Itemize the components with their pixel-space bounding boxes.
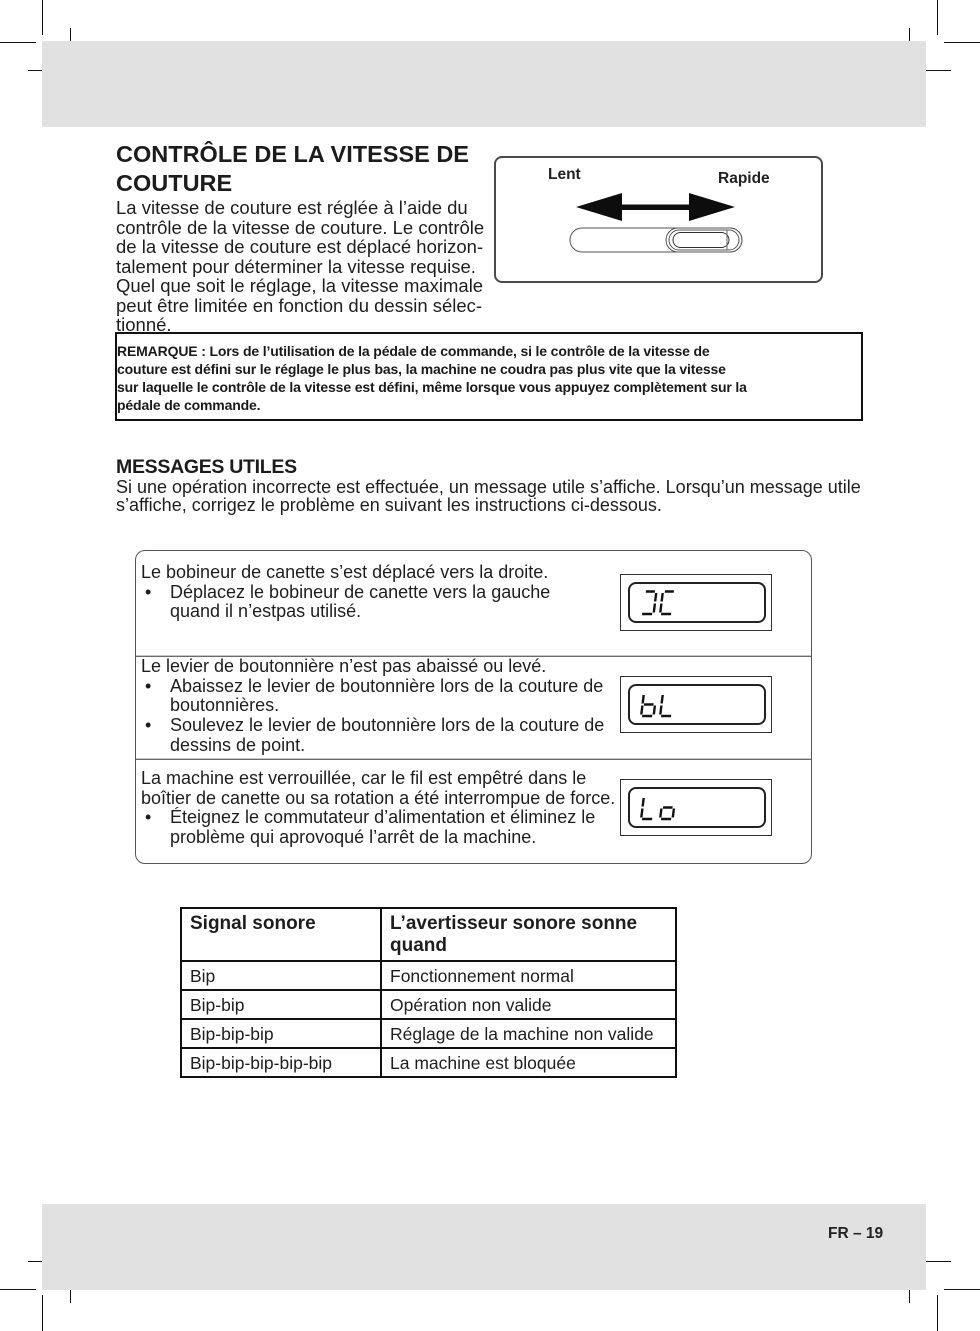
- section-title-speed-control: [116, 140, 469, 198]
- note-box: [115, 332, 863, 421]
- lcd-screen: [628, 787, 766, 828]
- lcd-screen: [628, 684, 766, 725]
- paragraph-line: Quel que soit le réglage, la vitesse maximale: [116, 275, 484, 296]
- crop-mark: [937, 1295, 938, 1331]
- lcd-display: [620, 676, 772, 733]
- lcd-code-icon: [639, 691, 685, 724]
- crop-mark: [944, 1289, 980, 1290]
- section-title-helpful-messages: MESSAGES UTILES: [116, 456, 297, 478]
- bullet-icon: •: [145, 581, 152, 602]
- meaning-cell: Fonctionnement normal: [381, 961, 676, 990]
- note-line: REMARQUE : Lors de l’utilisation de la pédale de commande, si le contrôle de la vitesse de: [117, 343, 710, 359]
- paragraph-line: peut être limitée en fonction du dessin sélec-: [116, 294, 483, 316]
- crop-mark: [42, 1295, 43, 1331]
- table-row: [181, 1019, 676, 1048]
- lcd-code: [630, 789, 631, 790]
- bullet-icon: •: [145, 675, 152, 696]
- message-item: [136, 658, 811, 758]
- message-instruction: [141, 716, 604, 755]
- instruction-line: problème qui aprovoqué l’arrêt de la machine.: [170, 827, 537, 848]
- paragraph-line: La vitesse de couture est réglée à l’aide du: [116, 197, 468, 218]
- bullet-icon: •: [145, 807, 152, 828]
- beep-signal-table: [180, 907, 677, 1078]
- paragraph-line: de la vitesse de couture est déplacé horizon-: [116, 236, 484, 257]
- instruction-line: Éteignez le commutateur d’alimentation et éliminez le: [170, 807, 596, 828]
- paragraph-line: Si une opération incorrecte est effectuée, un message utile s’affiche. Lorsqu’un message utile: [116, 477, 861, 497]
- lcd-code: [630, 584, 631, 585]
- table-row: [181, 961, 676, 990]
- column-header-signal: Signal sonore: [181, 908, 381, 961]
- message-text: [141, 769, 615, 848]
- message-cause: Le levier de boutonnière n’est pas abaissé ou levé.: [141, 656, 547, 676]
- paragraph-line: contrôle de la vitesse de couture. Le contrôle: [116, 216, 485, 238]
- signal-cell: Bip: [181, 961, 381, 990]
- bullet-icon: •: [145, 715, 152, 736]
- message-instruction: [141, 583, 550, 622]
- message-text: [141, 563, 550, 622]
- lcd-display: [620, 779, 772, 836]
- title-line: CONTRÔLE DE LA VITESSE DE: [116, 141, 469, 167]
- crop-mark: [944, 42, 980, 43]
- meaning-cell: Réglage de la machine non valide: [381, 1019, 676, 1048]
- table-header-row: [181, 908, 676, 961]
- header-band: [42, 41, 926, 127]
- message-cause: Le bobineur de canette s’est déplacé vers la droite.: [141, 562, 549, 582]
- speed-control-description: [116, 198, 484, 335]
- fast-label: Rapide: [718, 170, 770, 187]
- lcd-code-icon: [639, 589, 685, 622]
- message-text: [141, 657, 604, 756]
- table-row: [181, 990, 676, 1019]
- title-line: COUTURE: [116, 170, 233, 196]
- slow-label: Lent: [548, 166, 581, 183]
- lcd-code-icon: [639, 794, 685, 827]
- message-item: [136, 760, 811, 863]
- slider-icon: [570, 228, 742, 252]
- crop-mark: [0, 42, 36, 43]
- lcd-screen: [628, 582, 766, 623]
- signal-cell: Bip-bip-bip-bip-bip: [181, 1048, 381, 1077]
- signal-cell: Bip-bip-bip: [181, 1019, 381, 1048]
- crop-mark: [0, 1289, 36, 1290]
- note-line: couture est défini sur le réglage le plus bas, la machine ne coudra pas plus vite que la vitesse: [117, 361, 726, 377]
- footer-band: [42, 1204, 926, 1290]
- column-header-meaning: L’avertisseur sonore sonne quand: [381, 908, 676, 961]
- double-headed-arrow-icon: [576, 193, 735, 221]
- message-item: [136, 551, 811, 655]
- meaning-cell: Opération non valide: [381, 990, 676, 1019]
- note-line: sur laquelle le contrôle de la vitesse est défini, même lorsque vous appuyez complètement sur la: [117, 379, 747, 395]
- crop-mark: [937, 0, 938, 35]
- signal-cell: Bip-bip: [181, 990, 381, 1019]
- paragraph-line: tionné.: [116, 314, 172, 335]
- page-number: FR – 19: [828, 1225, 884, 1242]
- message-instruction: [141, 808, 615, 847]
- instruction-line: Abaissez le levier de boutonnière lors de la couture de: [170, 675, 604, 696]
- helpful-messages-intro: [116, 478, 861, 514]
- meaning-cell: La machine est bloquée: [381, 1048, 676, 1077]
- instruction-line: quand il n’estpas utilisé.: [170, 601, 362, 622]
- message-instruction: [141, 677, 604, 716]
- paragraph-line: s’affiche, corrigez le problème en suivant les instructions ci-dessous.: [116, 495, 662, 515]
- crop-mark: [42, 0, 43, 35]
- instruction-line: boutonnières.: [170, 695, 280, 716]
- note-line: pédale de commande.: [117, 397, 261, 413]
- instruction-line: dessins de point.: [170, 734, 306, 755]
- message-cause: boîtier de canette ou sa rotation a été interrompue de force.: [141, 787, 616, 808]
- message-cause: La machine est verrouillée, car le fil est empêtré dans le: [141, 768, 587, 788]
- double-arrow-and-slider-icon: [494, 156, 823, 283]
- lcd-display: [620, 574, 772, 631]
- lcd-code: [630, 686, 631, 687]
- instruction-line: Déplacez le bobineur de canette vers la gauche: [170, 581, 551, 602]
- table-row: [181, 1048, 676, 1077]
- speed-slider-diagram: [494, 156, 823, 283]
- paragraph-line: talement pour déterminer la vitesse requise.: [116, 255, 476, 277]
- instruction-line: Soulevez le levier de boutonnière lors de la couture de: [170, 715, 605, 736]
